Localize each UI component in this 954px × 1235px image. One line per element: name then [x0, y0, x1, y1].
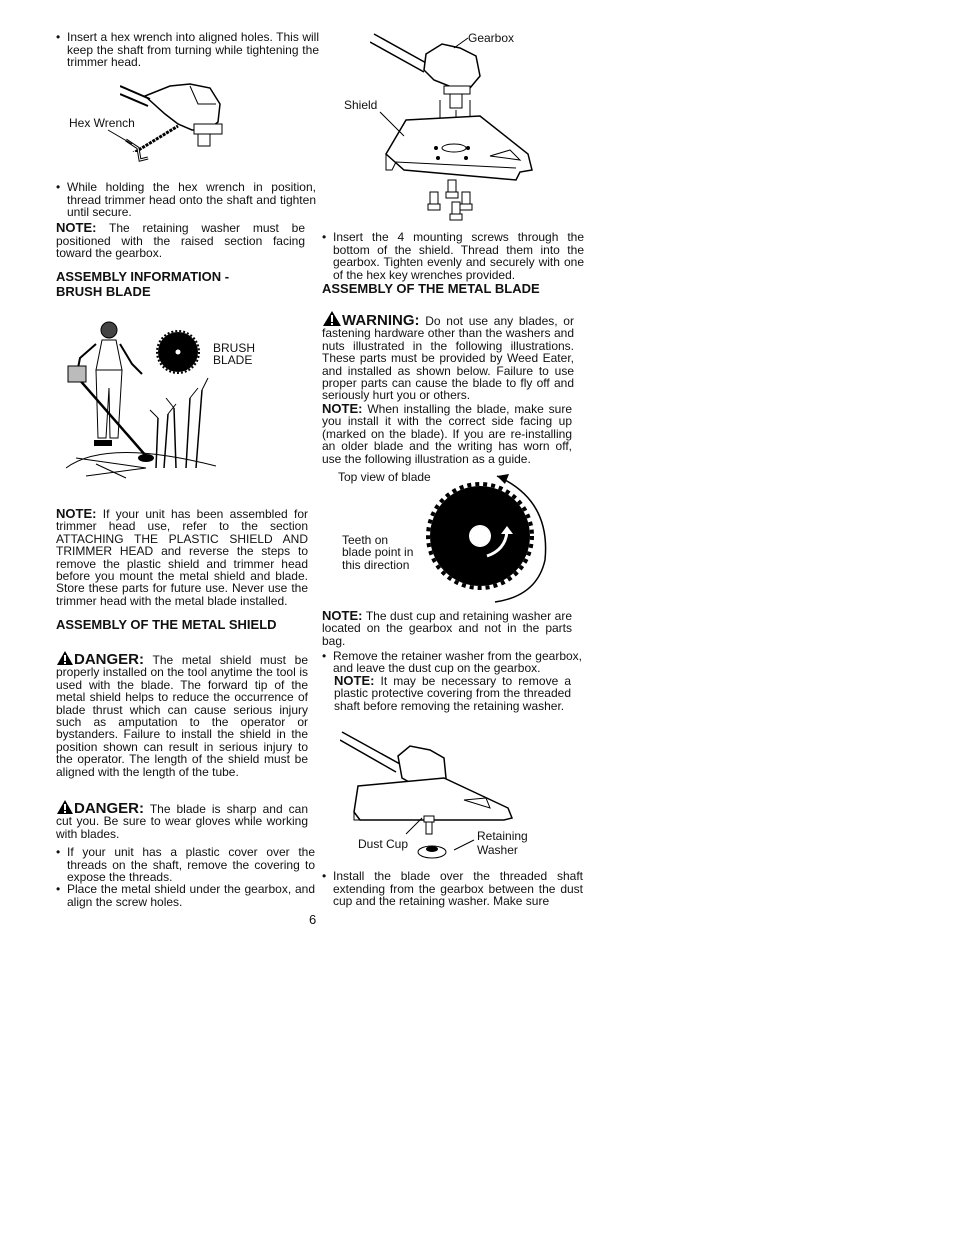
- danger-warning-icon: [56, 650, 74, 666]
- dust-cup-label: Dust Cup: [358, 837, 409, 851]
- shield-leader-line: [378, 110, 408, 140]
- teeth-label-1: Teeth on: [342, 533, 389, 547]
- warning-label: WARNING:: [342, 312, 420, 329]
- retaining-label-2: Washer: [477, 843, 518, 857]
- top-view-blade-illustration: [425, 470, 555, 604]
- warning-icon: [322, 310, 342, 327]
- note-plastic-covering: [334, 675, 571, 712]
- danger-label: DANGER:: [74, 651, 144, 668]
- brush-label-1: BRUSH: [213, 341, 256, 355]
- bullet-install-blade: • Install the blade over the threaded shaft extending from the gearbox between the dust cup and the retaining washer. Make sure: [322, 870, 583, 908]
- bullet-hold-wrench: • While holding the hex wrench in position, thread trimmer head onto the shaft and tighten until secure.: [56, 181, 316, 219]
- note-retaining-washer: [56, 222, 305, 260]
- retaining-leader-line: [452, 838, 476, 854]
- hex-wrench-leader-line: [106, 128, 136, 148]
- danger-blade-text: The blade is sharp and can cut you. Be sure to wear gloves while working with blades.: [56, 802, 308, 841]
- warning-paragraph: [322, 310, 574, 402]
- bullet-plastic-cover: • If your unit has a plastic cover over the threads on the shaft, remove the covering to expose the threads.: [56, 846, 315, 884]
- note-dust-cup: [322, 610, 572, 647]
- gearbox-label: Gearbox: [468, 31, 515, 45]
- danger-warning-icon: [56, 799, 74, 815]
- note-retaining-washer-text: The retaining washer must be positioned with the raised section facing toward the gearbox.: [56, 221, 305, 261]
- note-label: NOTE:: [322, 401, 363, 416]
- danger-shield-text: The metal shield must be properly installed on the tool anytime the tool is used with the blade. The forward tip of the metal shield helps to reduce the occurrence of blade thrust which can cause serious injury such as amputation to the operator or bystanders. Failure to install the shield in the position shown can result in serious injury to the operator. The length of the shield must be aligned with the length of the tube.: [56, 653, 308, 779]
- retaining-label-1: Retaining: [477, 829, 528, 843]
- teeth-label-2: blade point in: [342, 545, 414, 559]
- bullet-hex-wrench: • Insert a hex wrench into aligned holes. This will keep the shaft from turning while tightening the trimmer head.: [56, 31, 319, 69]
- note-blade-side-text: When installing the blade, make sure you install it with the correct side facing up (marked on the blade). If you are re-installing an older blade and the writing has worn off, use the following illustration as a guide.: [322, 402, 572, 466]
- hex-wrench-label: Hex Wrench: [69, 116, 135, 130]
- danger-blade-paragraph: [56, 799, 308, 840]
- heading-brush-blade: BRUSH BLADE: [56, 284, 151, 299]
- heading-assembly-info: ASSEMBLY INFORMATION -: [56, 269, 230, 284]
- note-trimmer-head: [56, 508, 308, 607]
- danger-shield-paragraph: [56, 650, 308, 778]
- note-plastic-covering-text: It may be necessary to remove a plastic protective covering from the threaded shaft before removing the retaining washer.: [334, 674, 572, 713]
- page-number: 6: [309, 912, 317, 927]
- brush-blade-icon: [156, 330, 200, 374]
- note-label: NOTE:: [322, 608, 363, 623]
- note-label: NOTE:: [56, 506, 97, 521]
- bullet-mounting-screws: • Insert the 4 mounting screws through the bottom of the shield. Thread them into the gearbox. Tighten evenly and securely with one of the hex key wrenches provided.: [322, 231, 584, 281]
- note-dust-cup-text: The dust cup and retaining washer are located on the gearbox and not in the parts bag.: [322, 609, 572, 648]
- top-view-label: Top view of blade: [338, 470, 431, 484]
- note-trimmer-head-text: If your unit has been assembled for trimmer head use, refer to the section ATTACHING THE PLASTIC SHIELD AND TRIMMER HEAD and reverse the steps to remove the plastic shield and trimmer head before you mount the metal shield and blade. Store these parts for future use. Never use the trimmer head with the metal blade installed.: [56, 507, 308, 608]
- bullet-place-shield: • Place the metal shield under the gearbox, and align the screw holes.: [56, 883, 315, 908]
- heading-metal-shield: ASSEMBLY OF THE METAL SHIELD: [56, 617, 277, 632]
- gearbox-leader-line: [452, 36, 470, 50]
- note-label: NOTE:: [56, 220, 97, 235]
- danger-label: DANGER:: [74, 800, 144, 817]
- note-blade-side: [322, 403, 572, 465]
- warning-text: Do not use any blades, or fastening hardware other than the washers and nuts illustrated in the following illustrations. These parts must be provided by Weed Eater, and installed as shown below. Failure to use proper parts can cause the blade to fly off and seriously hurt you or others.: [322, 314, 574, 403]
- shield-label: Shield: [344, 98, 378, 112]
- heading-metal-blade: ASSEMBLY OF THE METAL BLADE: [322, 281, 540, 296]
- bullet-remove-washer: • Remove the retainer washer from the gearbox, and leave the dust cup on the gearbox.: [322, 650, 582, 675]
- brush-label-2: BLADE: [213, 353, 253, 367]
- teeth-label-3: this direction: [342, 558, 410, 572]
- dust-cup-leader-line: [404, 816, 424, 836]
- note-label: NOTE:: [334, 673, 375, 688]
